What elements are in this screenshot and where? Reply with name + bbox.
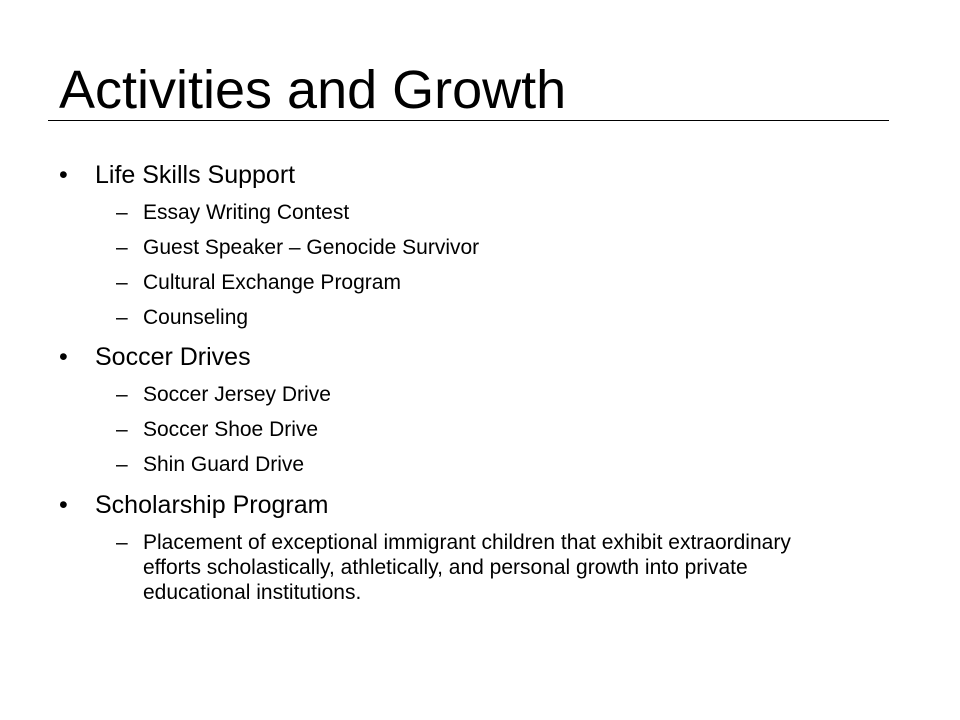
slide-title: Activities and Growth [59,60,567,120]
bullet-heading: Life Skills Support [95,161,296,189]
bullet-heading: Scholarship Program [95,491,329,519]
bullet-heading: Soccer Drives [95,343,251,371]
sub-item-text: Counseling [143,306,249,329]
sub-item-text: Placement of exceptional immigrant children that exhibit extraordinary efforts scholastically, athletically, and personal growth into private educational institutions. [143,531,791,604]
sub-item-text: Shin Guard Drive [143,453,305,476]
sub-item-text: Essay Writing Contest [143,201,350,224]
bullet-icon: • [59,491,68,519]
sub-item-text: Guest Speaker – Genocide Survivor [143,236,480,259]
dash-icon: – [116,236,128,259]
dash-icon: – [116,531,128,554]
bullet-icon: • [59,343,68,371]
dash-icon: – [116,306,128,329]
sub-item-text: Soccer Shoe Drive [143,418,319,441]
sub-item-text: Soccer Jersey Drive [143,383,331,406]
dash-icon: – [116,201,128,224]
dash-icon: – [116,271,128,294]
sub-item-text: Cultural Exchange Program [143,271,401,294]
dash-icon: – [116,383,128,406]
dash-icon: – [116,418,128,441]
dash-icon: – [116,453,128,476]
bullet-icon: • [59,161,68,189]
